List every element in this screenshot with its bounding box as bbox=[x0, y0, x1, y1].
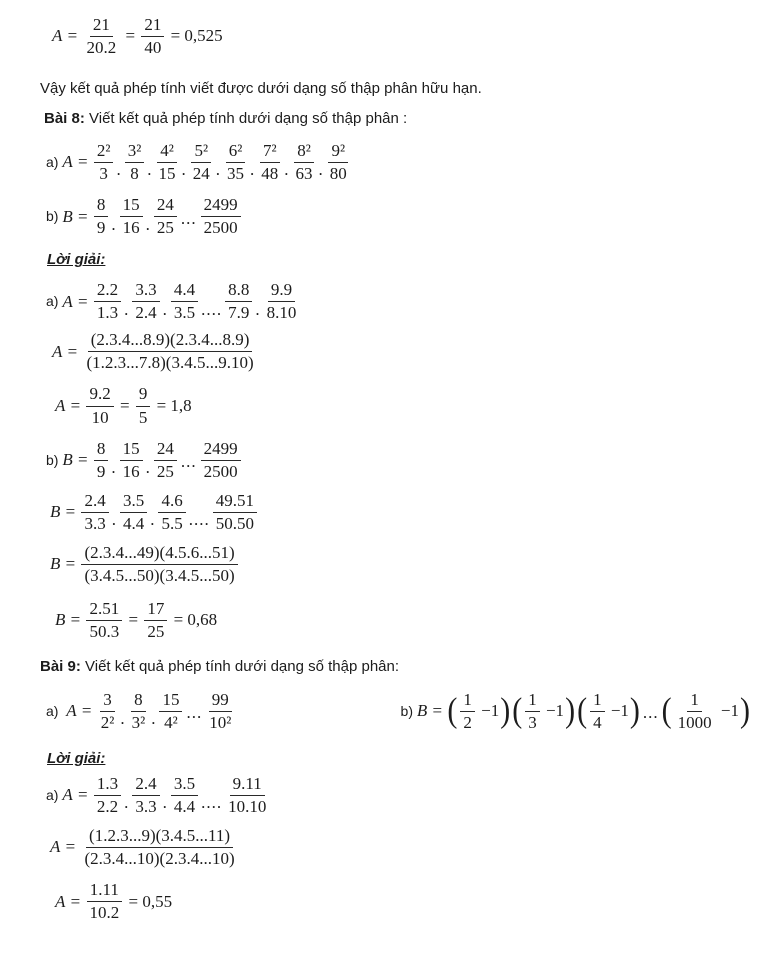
column-left bbox=[46, 690, 236, 733]
big-paren-right-icon: ) bbox=[740, 691, 750, 731]
math-line bbox=[0, 141, 759, 184]
denominator: 9 bbox=[96, 218, 106, 238]
fraction bbox=[120, 195, 143, 238]
dot-separator: . bbox=[120, 709, 126, 729]
big-paren-left-icon: ( bbox=[661, 691, 672, 731]
fraction bbox=[94, 774, 121, 817]
denominator: 10.2 bbox=[89, 903, 120, 923]
subhead-line bbox=[0, 748, 759, 769]
math-text: = bbox=[77, 701, 96, 721]
fraction bbox=[94, 280, 121, 323]
fraction bbox=[293, 141, 316, 184]
numerator: 1.11 bbox=[87, 880, 122, 902]
dots-mid: ... bbox=[642, 703, 659, 723]
math-text: −1 bbox=[476, 701, 500, 721]
fraction bbox=[81, 491, 108, 534]
denominator: 8 bbox=[130, 164, 139, 184]
numerator: 2.51 bbox=[86, 599, 122, 621]
math-text: = bbox=[66, 610, 85, 630]
denominator: 4.4 bbox=[122, 513, 145, 533]
numerator: 15 bbox=[120, 439, 143, 461]
fraction bbox=[154, 195, 177, 238]
numerator: 1.3 bbox=[94, 774, 121, 796]
dots-low: .... bbox=[201, 299, 223, 319]
numerator: 24 bbox=[154, 439, 177, 461]
denominator: 16 bbox=[122, 218, 140, 238]
dots-low: .... bbox=[188, 510, 210, 529]
numerator: 9.9 bbox=[268, 280, 295, 302]
denominator: 4.4 bbox=[173, 797, 196, 817]
dot-separator: . bbox=[162, 793, 168, 813]
fraction bbox=[83, 330, 256, 373]
math-line bbox=[0, 599, 759, 642]
big-paren-right-icon: ) bbox=[629, 691, 640, 731]
numerator: (2.3.4...8.9)(2.3.4...8.9) bbox=[88, 330, 253, 352]
fraction bbox=[136, 384, 151, 427]
dot-separator: . bbox=[111, 510, 117, 529]
numerator: 15 bbox=[159, 690, 182, 712]
denominator: 50.50 bbox=[215, 513, 254, 533]
fraction bbox=[258, 141, 281, 184]
denominator: 9 bbox=[96, 461, 106, 481]
dot-separator: . bbox=[124, 299, 130, 319]
variable: B bbox=[416, 701, 428, 721]
fraction bbox=[525, 690, 540, 733]
numerator: 21 bbox=[90, 15, 113, 37]
numerator: 3 bbox=[100, 690, 115, 712]
numerator: 24 bbox=[154, 195, 177, 217]
math-text: = bbox=[121, 26, 140, 46]
dot-separator: . bbox=[145, 457, 151, 477]
math-text: = bbox=[73, 206, 92, 226]
math-line bbox=[0, 826, 759, 869]
math-text: = bbox=[73, 785, 92, 805]
denominator: 2.2 bbox=[96, 797, 119, 817]
fraction bbox=[206, 690, 234, 733]
numerator: 4² bbox=[157, 141, 177, 163]
denominator: 50.3 bbox=[89, 621, 120, 641]
numerator: 7² bbox=[260, 141, 280, 163]
fraction bbox=[94, 195, 109, 238]
math-line bbox=[0, 880, 759, 923]
numerator: 6² bbox=[226, 141, 246, 163]
text-line bbox=[0, 78, 759, 99]
fraction bbox=[201, 195, 241, 238]
fraction bbox=[201, 439, 241, 482]
fraction bbox=[81, 543, 237, 586]
denominator: 5 bbox=[138, 407, 148, 427]
numerator: 9² bbox=[328, 141, 348, 163]
dot-separator: . bbox=[181, 160, 187, 180]
numerator: 2499 bbox=[201, 195, 241, 217]
variable: B bbox=[50, 554, 61, 574]
subhead-line bbox=[0, 249, 759, 270]
fraction bbox=[86, 880, 122, 923]
math-text: = bbox=[73, 152, 92, 172]
dot-separator: . bbox=[151, 709, 157, 729]
dot-separator: . bbox=[162, 299, 168, 319]
math-text: −1 bbox=[541, 701, 565, 721]
math-line bbox=[0, 15, 759, 58]
label-text: Lời giải: bbox=[47, 251, 106, 269]
fraction bbox=[159, 690, 182, 733]
fraction bbox=[225, 774, 269, 817]
numerator: 3.5 bbox=[120, 491, 147, 513]
numerator: 9.2 bbox=[86, 384, 113, 406]
math-text: = bbox=[73, 291, 92, 311]
numerator: 5² bbox=[191, 141, 211, 163]
math-text: = bbox=[61, 554, 80, 574]
variable: A bbox=[52, 26, 63, 46]
label-text: Vậy kết quả phép tính viết được dưới dạng số thập phân hữu hạn. bbox=[40, 80, 482, 98]
numerator: 2.4 bbox=[81, 491, 108, 513]
fraction bbox=[171, 774, 198, 817]
math-line bbox=[0, 195, 759, 238]
math-line bbox=[0, 330, 759, 373]
dot-separator: . bbox=[124, 793, 130, 813]
numerator: 1 bbox=[590, 690, 605, 712]
fraction bbox=[86, 599, 122, 642]
dot-separator: . bbox=[116, 160, 122, 180]
label-text: a) bbox=[46, 154, 63, 171]
math-line bbox=[0, 280, 759, 323]
fraction bbox=[590, 690, 605, 733]
variable: A bbox=[55, 395, 66, 415]
numerator: 17 bbox=[144, 599, 167, 621]
numerator: 2² bbox=[94, 141, 114, 163]
fraction bbox=[86, 384, 113, 427]
denominator: 3.3 bbox=[135, 797, 157, 817]
denominator: 63 bbox=[295, 164, 313, 184]
denominator: 24 bbox=[192, 164, 210, 184]
label-text: Viết kết quả phép tính dưới dạng số thập phân: bbox=[80, 657, 400, 675]
variable: A bbox=[50, 837, 61, 857]
denominator: 40 bbox=[144, 38, 162, 58]
fraction bbox=[158, 491, 185, 534]
fraction bbox=[141, 15, 164, 58]
denominator: (1.2.3...7.8)(3.4.5...9.10) bbox=[86, 353, 254, 373]
heading-label: Bài 8: bbox=[44, 110, 85, 128]
math-line bbox=[0, 774, 759, 817]
math-text: = bbox=[115, 395, 134, 415]
numerator: 4.4 bbox=[171, 280, 198, 302]
numerator: 21 bbox=[141, 15, 164, 37]
denominator: 2500 bbox=[203, 461, 238, 481]
dot-separator: . bbox=[318, 160, 324, 180]
numerator: (1.2.3...9)(3.4.5...11) bbox=[86, 826, 233, 848]
denominator: (2.3.4...10)(2.3.4...10) bbox=[84, 849, 235, 869]
denominator: 7.9 bbox=[228, 303, 250, 323]
math-text: = bbox=[61, 837, 80, 857]
denominator: 4² bbox=[164, 712, 178, 732]
math-text: = bbox=[66, 395, 85, 415]
dots-low: .... bbox=[201, 793, 223, 813]
math-text: = bbox=[63, 26, 82, 46]
text-line bbox=[0, 108, 759, 129]
dot-separator: . bbox=[111, 457, 117, 477]
variable: B bbox=[62, 449, 73, 469]
denominator: 3 bbox=[99, 164, 108, 184]
denominator: 16 bbox=[122, 461, 140, 481]
numerator: 1 bbox=[525, 690, 540, 712]
fraction bbox=[132, 280, 159, 323]
variable: B bbox=[62, 206, 73, 226]
denominator: 5.5 bbox=[161, 513, 183, 533]
big-paren-right-icon: ) bbox=[565, 691, 576, 731]
fraction bbox=[327, 141, 350, 184]
numerator: 9 bbox=[136, 384, 151, 406]
numerator: 4.6 bbox=[158, 491, 185, 513]
numerator: 2.2 bbox=[94, 280, 121, 302]
math-line bbox=[0, 439, 759, 482]
numerator: 1 bbox=[460, 690, 475, 712]
denominator: 2² bbox=[100, 712, 115, 732]
document-content bbox=[0, 15, 759, 923]
fraction bbox=[125, 141, 145, 184]
denominator: 35 bbox=[227, 164, 245, 184]
fraction bbox=[224, 141, 247, 184]
label-text: Lời giải: bbox=[47, 750, 106, 768]
numerator: 15 bbox=[120, 195, 143, 217]
fraction bbox=[190, 141, 213, 184]
variable: A bbox=[62, 291, 73, 311]
math-text: −1 bbox=[716, 701, 739, 721]
numerator: 49.51 bbox=[213, 491, 257, 513]
numerator: 8² bbox=[294, 141, 314, 163]
fraction bbox=[81, 826, 237, 869]
dot-separator: . bbox=[150, 510, 156, 529]
denominator: 4 bbox=[593, 712, 602, 732]
denominator: 2 bbox=[463, 712, 472, 732]
denominator: 20.2 bbox=[86, 38, 117, 58]
denominator: 10² bbox=[209, 712, 232, 732]
denominator: 10.10 bbox=[228, 797, 267, 817]
numerator: 3² bbox=[125, 141, 145, 163]
big-paren-left-icon: ( bbox=[447, 691, 458, 731]
variable: A bbox=[52, 341, 63, 361]
math-text: = bbox=[61, 502, 80, 521]
dots-mid: ... bbox=[180, 451, 197, 471]
big-paren-left-icon: ( bbox=[512, 691, 523, 731]
variable: A bbox=[55, 891, 66, 911]
numerator: 1 bbox=[687, 690, 702, 712]
math-line bbox=[0, 543, 759, 586]
denominator: 10 bbox=[91, 407, 109, 427]
denominator: 1000 bbox=[677, 712, 712, 732]
math-line bbox=[0, 690, 759, 733]
text-line bbox=[0, 656, 759, 677]
denominator: 3 bbox=[528, 712, 537, 732]
math-line bbox=[0, 491, 759, 534]
fraction bbox=[171, 280, 198, 323]
math-text: = 0,55 bbox=[124, 891, 173, 911]
label-text: b) bbox=[46, 208, 63, 225]
numerator: 8 bbox=[94, 195, 109, 217]
fraction bbox=[213, 491, 257, 534]
numerator: 9.11 bbox=[230, 774, 265, 796]
denominator: 1.3 bbox=[96, 303, 119, 323]
math-text: = bbox=[124, 610, 143, 630]
numerator: 2499 bbox=[201, 439, 241, 461]
denominator: 48 bbox=[261, 164, 279, 184]
math-text: = 0,525 bbox=[166, 26, 223, 46]
denominator: 80 bbox=[329, 164, 347, 184]
dots-mid: ... bbox=[180, 208, 197, 228]
heading-label: Bài 9: bbox=[40, 657, 81, 675]
label-text: Viết kết quả phép tính dưới dạng số thập phân : bbox=[84, 110, 408, 128]
denominator: 25 bbox=[156, 218, 174, 238]
denominator: (3.4.5...50)(3.4.5...50) bbox=[84, 565, 235, 585]
numerator: 8 bbox=[131, 690, 146, 712]
numerator: (2.3.4...49)(4.5.6...51) bbox=[81, 543, 237, 565]
fraction bbox=[225, 280, 252, 323]
fraction bbox=[120, 491, 147, 534]
fraction bbox=[156, 141, 179, 184]
dot-separator: . bbox=[147, 160, 153, 180]
fraction bbox=[154, 439, 177, 482]
denominator: 15 bbox=[158, 164, 176, 184]
denominator: 2.4 bbox=[135, 303, 157, 323]
variable: A bbox=[62, 785, 73, 805]
fraction bbox=[129, 690, 149, 733]
big-paren-left-icon: ( bbox=[577, 691, 588, 731]
dots-mid: ... bbox=[186, 703, 203, 723]
math-text: = bbox=[63, 341, 82, 361]
denominator: 2500 bbox=[203, 218, 238, 238]
numerator: 8 bbox=[94, 439, 109, 461]
fraction bbox=[83, 15, 119, 58]
dot-separator: . bbox=[111, 214, 117, 234]
variable: A bbox=[62, 152, 73, 172]
math-text: −1 bbox=[606, 701, 629, 721]
denominator: 3.5 bbox=[173, 303, 196, 323]
fraction bbox=[98, 690, 118, 733]
big-paren-right-icon: ) bbox=[500, 691, 511, 731]
dot-separator: . bbox=[284, 160, 290, 180]
label-text: a) bbox=[46, 787, 63, 804]
math-text: = bbox=[73, 449, 92, 469]
fraction bbox=[675, 690, 715, 733]
fraction bbox=[460, 690, 475, 733]
denominator: 3.3 bbox=[84, 513, 106, 533]
label-text: b) bbox=[400, 703, 417, 720]
dot-separator: . bbox=[145, 214, 151, 234]
math-text: = 1,8 bbox=[152, 395, 192, 415]
denominator: 8.10 bbox=[266, 303, 297, 323]
math-text: = bbox=[66, 891, 85, 911]
variable: B bbox=[55, 610, 66, 630]
fraction bbox=[264, 280, 300, 323]
label-text: a) bbox=[46, 293, 63, 310]
numerator: 99 bbox=[209, 690, 232, 712]
denominator: 3² bbox=[131, 712, 146, 732]
dot-separator: . bbox=[250, 160, 256, 180]
denominator: 25 bbox=[156, 461, 174, 481]
numerator: 2.4 bbox=[132, 774, 159, 796]
numerator: 3.3 bbox=[132, 280, 159, 302]
column-right bbox=[401, 690, 751, 733]
fraction bbox=[132, 774, 159, 817]
numerator: 3.5 bbox=[171, 774, 198, 796]
math-text: = 0,68 bbox=[169, 610, 218, 630]
fraction bbox=[120, 439, 143, 482]
math-line bbox=[0, 384, 759, 427]
dot-separator: . bbox=[215, 160, 222, 180]
label-text: a) bbox=[46, 703, 67, 720]
denominator: 25 bbox=[147, 621, 165, 641]
variable: B bbox=[50, 502, 61, 521]
numerator: 8.8 bbox=[225, 280, 252, 302]
label-text: b) bbox=[46, 451, 63, 468]
fraction bbox=[94, 439, 109, 482]
dot-separator: . bbox=[255, 299, 261, 319]
fraction bbox=[144, 599, 167, 642]
fraction bbox=[94, 141, 114, 184]
variable: A bbox=[66, 701, 77, 721]
math-text: = bbox=[428, 701, 447, 721]
